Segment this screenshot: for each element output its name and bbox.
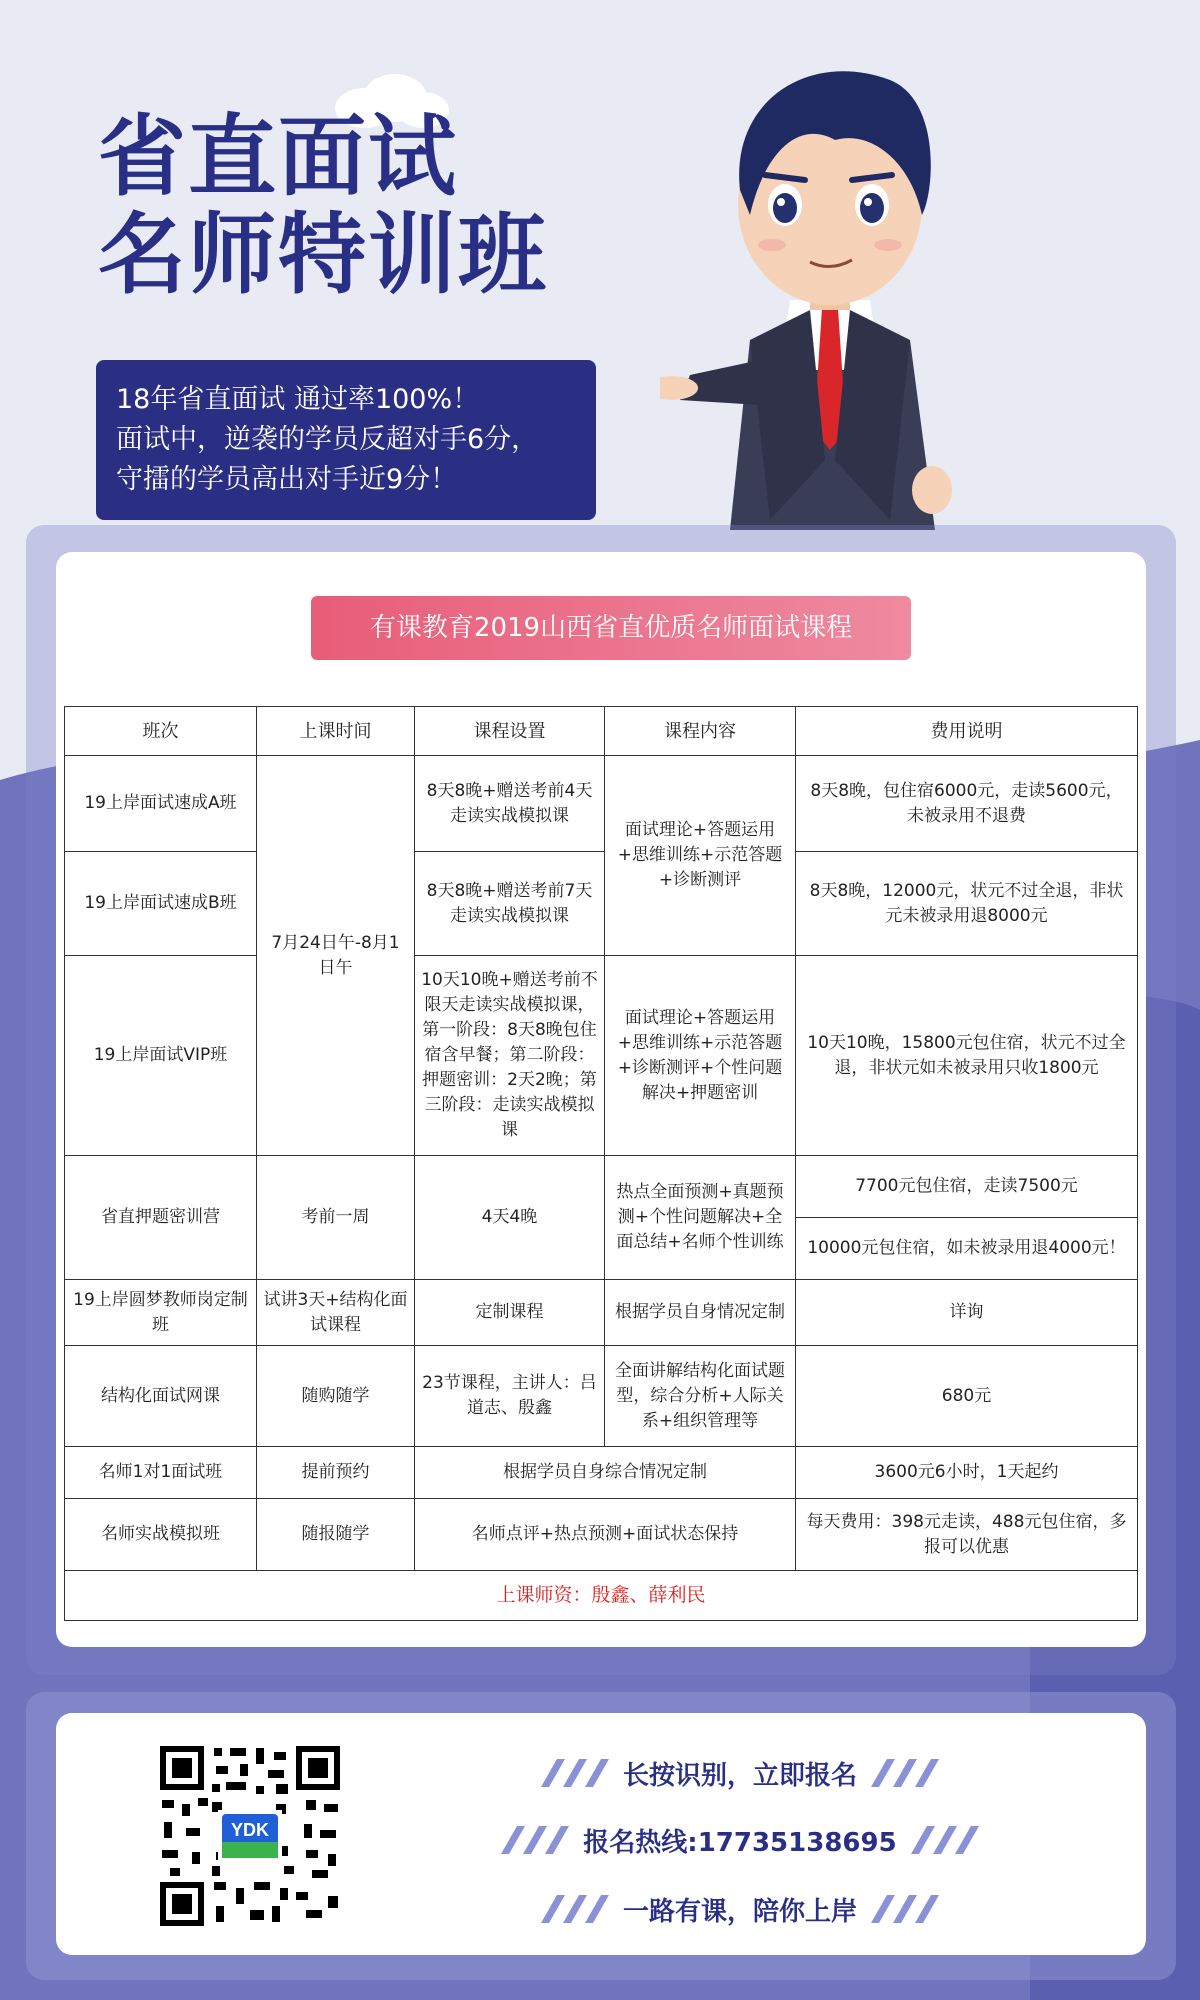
- qr-code-icon[interactable]: [156, 1742, 344, 1930]
- class-name-cell: 名师1对1面试班: [65, 1447, 257, 1499]
- course-setup-cell: 定制课程: [415, 1280, 605, 1346]
- class-name-cell: 19上岸面试VIP班: [65, 956, 257, 1156]
- course-setup-cell: 8天8晚+赠送考前4天走读实战模拟课: [415, 756, 605, 852]
- title-line-2: 名师特训班: [98, 203, 549, 306]
- class-time-cell: 随报随学: [257, 1499, 415, 1571]
- column-header: 上课时间: [257, 707, 415, 756]
- class-name-cell: 名师实战模拟班: [65, 1499, 257, 1571]
- cta-scan: [480, 1748, 1000, 1798]
- page-title: [98, 105, 549, 306]
- hotline-text[interactable]: 报名热线:17735138695: [583, 1827, 897, 1858]
- decorative-slashes-icon: [907, 1820, 993, 1860]
- fee-cell: 8天8晚，包住宿6000元，走读5600元，未被录用不退费: [796, 756, 1138, 852]
- cta-slogan: [480, 1884, 1000, 1934]
- tagline-box: [96, 360, 596, 520]
- table-row: [65, 1571, 1138, 1621]
- fee-cell: 10天10晚，15800元包住宿，状元不过全退，非状元如未被录用只收1800元: [796, 956, 1138, 1156]
- class-time-cell: 试讲3天+结构化面试课程: [257, 1280, 415, 1346]
- class-time-cell: 7月24日午-8月1日午: [257, 756, 415, 1156]
- column-header: 费用说明: [796, 707, 1138, 756]
- course-content-cell: 面试理论+答题运用+思维训练+示范答题+诊断测评: [605, 756, 796, 956]
- fee-cell: 每天费用：398元走读，488元包住宿，多报可以优惠: [796, 1499, 1138, 1571]
- table-row: [65, 1280, 1138, 1346]
- table-row: [65, 1156, 1138, 1218]
- cta-scan-text: 长按识别，立即报名: [622, 1760, 857, 1791]
- course-setup-cell: 4天4晚: [415, 1156, 605, 1280]
- course-merged-cell: 名师点评+热点预测+面试状态保持: [415, 1499, 796, 1571]
- column-header: 课程设置: [415, 707, 605, 756]
- class-time-cell: 提前预约: [257, 1447, 415, 1499]
- course-title-banner: 有课教育2019山西省直优质名师面试课程: [311, 596, 911, 660]
- course-merged-cell: 根据学员自身综合情况定制: [415, 1447, 796, 1499]
- decorative-slashes-icon: [487, 1820, 573, 1860]
- slogan-text: 一路有课，陪你上岸: [622, 1896, 857, 1927]
- teacher-cartoon-illustration: [660, 40, 1000, 530]
- fee-cell: 8天8晚，12000元，状元不过全退，非状元未被录用退8000元: [796, 852, 1138, 956]
- tagline-line-2: 面试中，逆袭的学员反超对手6分，: [116, 424, 539, 455]
- table-row: [65, 756, 1138, 852]
- course-content-cell: 面试理论+答题运用+思维训练+示范答题+诊断测评+个性问题解决+押题密训: [605, 956, 796, 1156]
- class-name-cell: 19上岸面试速成B班: [65, 852, 257, 956]
- qr-logo-text: YDK: [230, 1820, 270, 1840]
- fee-cell: 7700元包住宿，走读7500元: [796, 1156, 1138, 1218]
- class-time-cell: 考前一周: [257, 1156, 415, 1280]
- class-name-cell: 19上岸圆梦教师岗定制班: [65, 1280, 257, 1346]
- column-header: 课程内容: [605, 707, 796, 756]
- fee-cell: 详询: [796, 1280, 1138, 1346]
- class-name-cell: 结构化面试网课: [65, 1346, 257, 1447]
- table-row: [65, 1346, 1138, 1447]
- table-row: [65, 852, 1138, 956]
- course-setup-cell: 23节课程，主讲人：吕道志、殷鑫: [415, 1346, 605, 1447]
- class-name-cell: 省直押题密训营: [65, 1156, 257, 1280]
- course-content-cell: 根据学员自身情况定制: [605, 1280, 796, 1346]
- class-time-cell: 随购随学: [257, 1346, 415, 1447]
- decorative-slashes-icon: [527, 1889, 613, 1929]
- column-header: 班次: [65, 707, 257, 756]
- class-name-cell: 19上岸面试速成A班: [65, 756, 257, 852]
- teachers-cell: 上课师资：殷鑫、薛利民: [65, 1571, 1138, 1621]
- table-row: [65, 1499, 1138, 1571]
- decorative-slashes-icon: [527, 1753, 613, 1793]
- decorative-slashes-icon: [867, 1889, 953, 1929]
- table-header-row: [65, 707, 1138, 756]
- title-line-1: 省直面试: [98, 105, 459, 208]
- course-schedule-table: [64, 706, 1138, 1621]
- course-content-cell: 热点全面预测+真题预测+个性问题解决+全面总结+名师个性训练: [605, 1156, 796, 1280]
- course-content-cell: 全面讲解结构化面试题型，综合分析+人际关系+组织管理等: [605, 1346, 796, 1447]
- fee-cell: 3600元6小时，1天起约: [796, 1447, 1138, 1499]
- table-row: [65, 1447, 1138, 1499]
- course-setup-cell: 10天10晚+赠送考前不限天走读实战模拟课，第一阶段：8天8晚包住宿含早餐；第二阶段：押题密训：2天2晚；第三阶段：走读实战模拟课: [415, 956, 605, 1156]
- table-row: [65, 956, 1138, 1156]
- fee-cell: 680元: [796, 1346, 1138, 1447]
- decorative-slashes-icon: [867, 1753, 953, 1793]
- course-setup-cell: 8天8晚+赠送考前7天走读实战模拟课: [415, 852, 605, 956]
- fee-cell: 10000元包住宿，如未被录用退4000元！: [796, 1218, 1138, 1280]
- tagline-line-1: 18年省直面试 通过率100%！: [116, 384, 480, 415]
- tagline-line-3: 守擂的学员高出对手近9分！: [116, 464, 458, 495]
- cta-hotline[interactable]: [480, 1815, 1000, 1865]
